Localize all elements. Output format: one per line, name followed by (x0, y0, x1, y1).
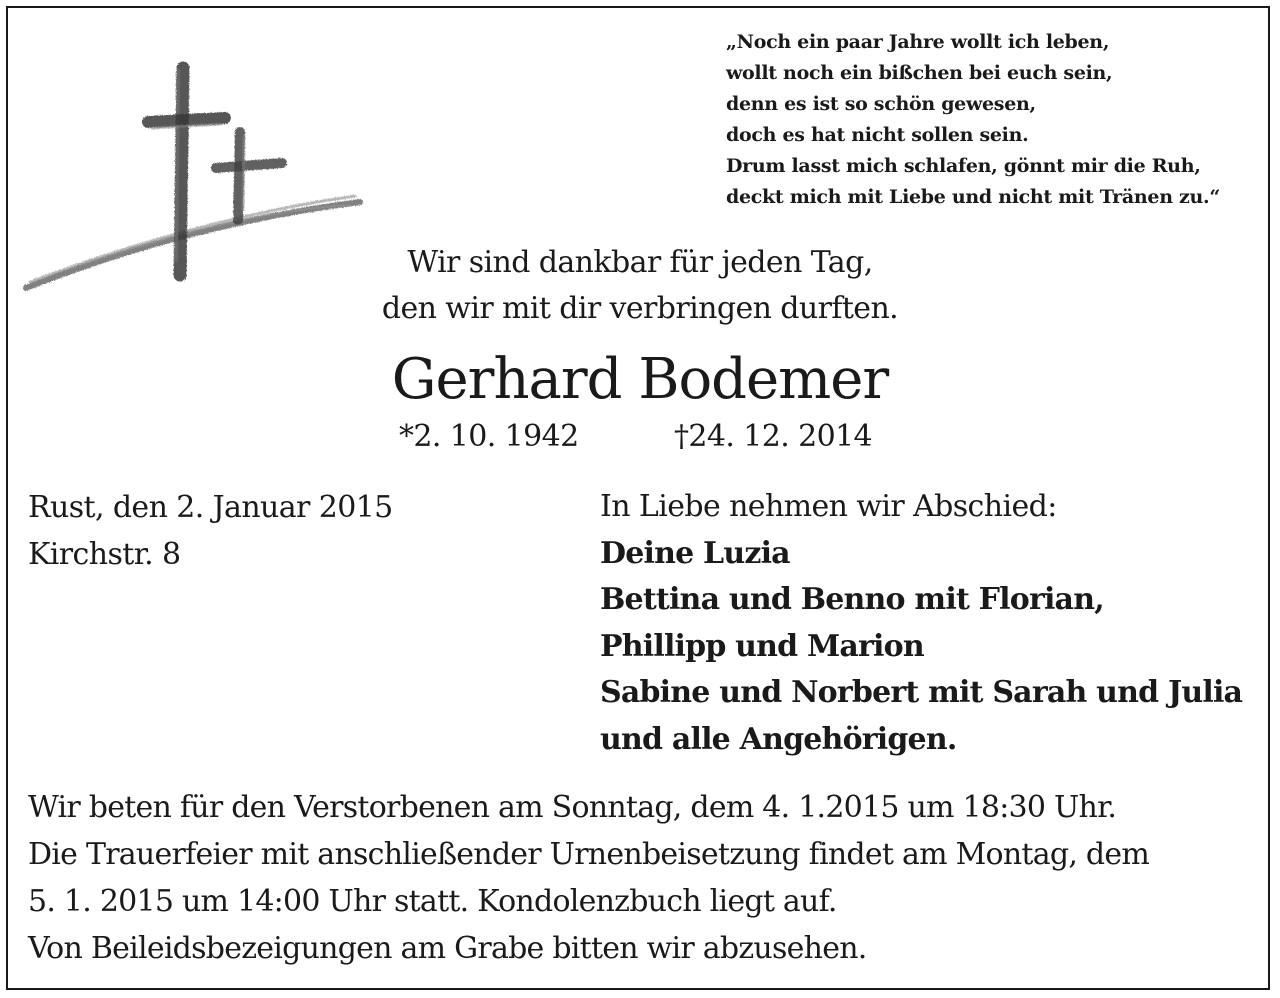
location-block (28, 484, 393, 578)
poem-line: doch es hat nicht sollen sein. (726, 124, 1029, 146)
poem-line: deckt mich mit Liebe und nicht mit Tränen zu.“ (726, 186, 1220, 208)
death-date: †24. 12. 2014 (674, 419, 873, 454)
mourners-block (600, 484, 1242, 763)
thanks-line: den wir mit dir verbringen durften. (381, 291, 899, 326)
notice-line: Die Trauerfeier mit anschließender Urnenbeisetzung findet am Montag, dem (28, 837, 1150, 872)
thanks-text (0, 240, 1280, 332)
poem-line: Drum lasst mich schlafen, gönnt mir die Ruh, (726, 155, 1201, 177)
notice-line: 5. 1. 2015 um 14:00 Uhr statt. Kondolenzbuch liegt auf. (28, 884, 837, 919)
notice-line: Von Beileidsbezeigungen am Grabe bitten wir abzusehen. (28, 931, 867, 966)
mourner-name: Bettina und Benno mit Florian, (600, 582, 1104, 617)
poem-line: „Noch ein paar Jahre wollt ich leben, (726, 31, 1110, 53)
thanks-line: Wir sind dankbar für jeden Tag, (407, 245, 873, 280)
poem-line: denn es ist so schön gewesen, (726, 93, 1036, 115)
deceased-name: Gerhard Bodemer (391, 347, 889, 412)
place-date: Rust, den 2. Januar 2015 (28, 490, 393, 525)
address: Kirchstr. 8 (28, 537, 181, 572)
poem-line: wollt noch ein bißchen bei euch sein, (726, 62, 1113, 84)
birth-date: *2. 10. 1942 (399, 419, 579, 454)
poem-quote (726, 27, 1220, 213)
mourner-name: Sabine und Norbert mit Sarah und Julia (600, 675, 1243, 710)
farewell-intro: In Liebe nehmen wir Abschied: (600, 489, 1057, 524)
mourner-name: und alle Angehörigen. (600, 721, 957, 757)
mourner-name: Deine Luzia (600, 535, 790, 571)
service-notice (28, 784, 1149, 972)
mourner-name: Phillipp und Marion (600, 628, 924, 664)
notice-line: Wir beten für den Verstorbenen am Sonntag, dem 4. 1.2015 um 18:30 Uhr. (28, 790, 1117, 825)
